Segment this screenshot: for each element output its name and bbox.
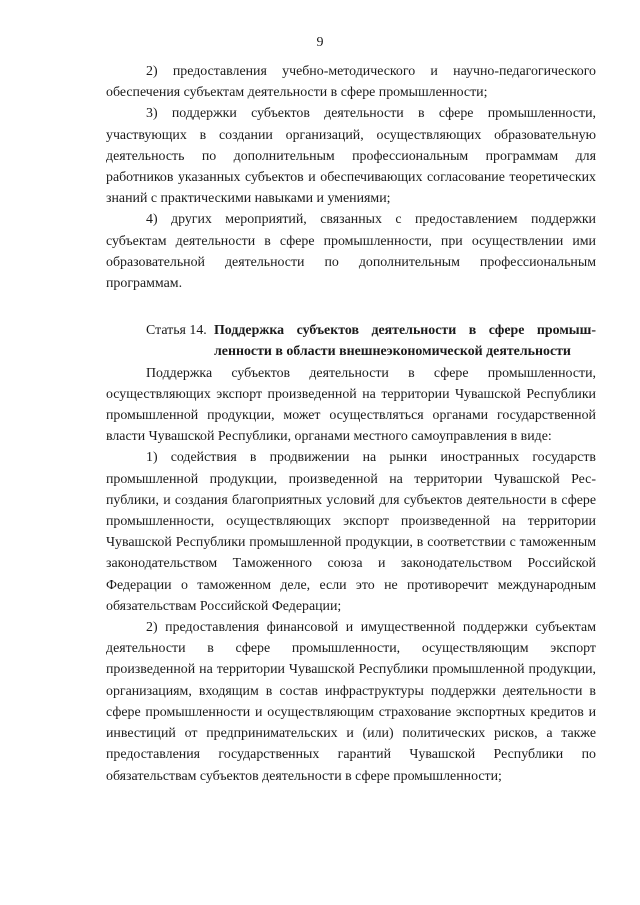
article-item-2: 2) предоставления финансовой и имущественной поддержки субъектам деятельности в сфере промышленности, осуществляющим экспорт произведенной на территории Чувашской Республики промышленной продукции, организациям, входящим в состав инфраструктуры поддержки деятельности в сфере промышленности и осуществляющим страхование экспортных кредитов и инвестиций от предпринимательских и (или) политических рисков, а также предоставления государственных гарантий Чувашской Республики по обязательствам субъектов деятельности в сфере промышленности;	[106, 620, 596, 784]
article-intro-paragraph: Поддержка субъектов деятельности в сфере промышленности, осуществляющих экспорт произведенной на территории Чувашской Республики промышленной продукции, может осуществляться органами государственной власти Чувашской Республики, органами местного самоуправления в виде:	[106, 365, 596, 445]
page-number: 9	[316, 35, 324, 50]
article-label: Статья 14.	[146, 323, 207, 339]
article-title: Поддержка субъектов деятельности в сфере промышленности в области внешнеэкономической деятельности	[214, 323, 596, 360]
paragraph-item-4: 4) других мероприятий, связанных с предоставлением поддержки субъектам деятельности в сфере промышленности, при осуществлении ими образовательной деятельности по дополнительным профессиональным программам.	[106, 212, 596, 292]
document-body	[106, 61, 596, 787]
paragraph-item-2: 2) предоставления учебно-методического и научно-педагогического обеспечения субъектам деятельности в сфере промышленности;	[106, 64, 596, 101]
paragraph-item-3: 3) поддержки субъектов деятельности в сфере промышленности, участвующих в создании организаций, осуществляющих образовательную деятельность по дополнительным профессиональным программам для работников указанных субъектов и обеспечивающих согласование теоретических знаний с практическими навыками и умениями;	[106, 106, 596, 207]
article-item-1: 1) содействия в продвижении на рынки иностранных государств промышленной продукции, произведенной на территории Чувашской Республики, и создания благоприятных условий для субъектов деятельности в сфере промышленности, осуществляющих экспорт произведенной на территории Чувашской Республики промышленной продукции, в соответствии с таможенным законодательством Таможенного союза и законодательством Российской Федерации о таможенном деле, если это не противоречит международным обязательствам Российской Федерации;	[106, 450, 596, 614]
article-heading	[106, 320, 596, 362]
